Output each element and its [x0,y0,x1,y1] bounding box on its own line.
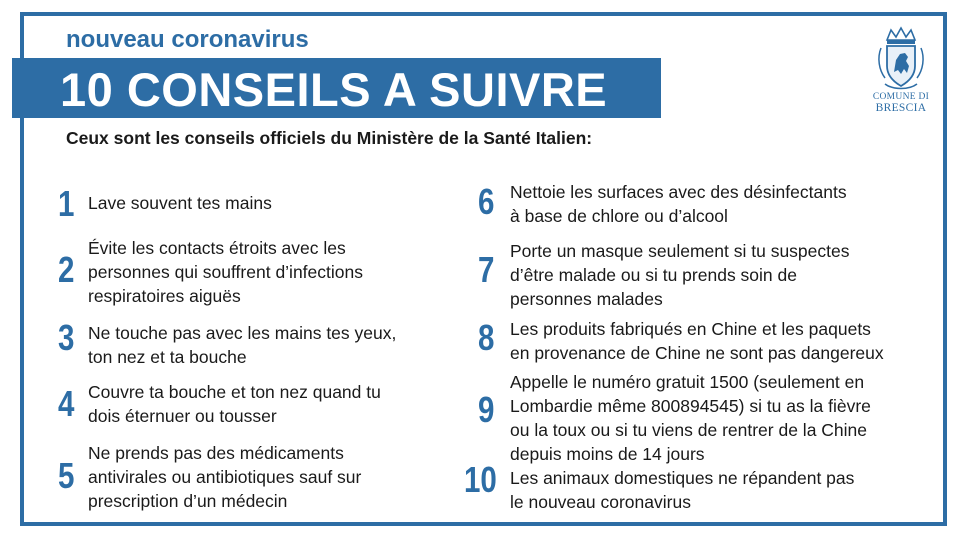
tip-text: Les animaux domestiques ne répandent pas [510,468,855,488]
tip-text: ton nez et ta bouche [88,347,247,367]
tip-text: dois éternuer ou tousser [88,406,277,426]
tip-text: Appelle le numéro gratuit 1500 (seulement en [510,372,865,392]
tip-number: 2 [58,249,75,290]
tip-text: Les produits fabriqués en Chine et les paquets [510,319,871,339]
tip-number: 8 [478,317,495,358]
tip-text: le nouveau coronavirus [510,492,691,512]
tip-text: Lombardie même 800894545) si tu as la fièvre [510,396,871,416]
tip-text: Couvre ta bouche et ton nez quand tu [88,382,381,402]
tip-number: 4 [58,383,75,424]
coat-of-arms-icon [877,26,925,92]
tip-number: 1 [58,183,75,224]
tip-text: antivirales ou antibiotiques sauf sur [88,467,362,487]
page-title: 10 CONSEILS A SUIVRE [60,63,608,116]
tip-text: depuis moins de 14 jours [510,444,705,464]
crest-label-line2: BRESCIA [875,102,927,114]
tip-text: respiratoires aiguës [88,286,241,306]
tip-text: prescription d’un médecin [88,491,288,511]
tip-text: en provenance de Chine ne sont pas dangereux [510,343,884,363]
tip-text: à base de chlore ou d’alcool [510,206,728,226]
tip-text: Ne prends pas des médicaments [88,443,344,463]
tip-number: 3 [58,317,75,358]
tip-text: personnes malades [510,289,663,309]
tip-text: Évite les contacts étroits avec les [88,238,346,258]
tip-text: Nettoie les surfaces avec des désinfectants [510,182,847,202]
tip-number: 7 [478,249,495,290]
intro-text: Ceux sont les conseils officiels du Ministère de la Santé Italien: [66,128,593,148]
tip-text: Lave souvent tes mains [88,193,272,213]
tip-number: 5 [58,455,75,496]
tip-text: ou la toux ou si tu viens de rentrer de la Chine [510,420,868,440]
tip-number: 9 [478,389,495,430]
tip-number: 6 [478,181,495,222]
tip-text: d’être malade ou si tu prends soin de [510,265,797,285]
tip-number: 10 [464,459,497,500]
brescia-crest [868,26,934,120]
tip-text: Porte un masque seulement si tu suspectes [510,241,850,261]
tip-text: Ne touche pas avec les mains tes yeux, [88,323,397,343]
tip-text: personnes qui souffrent d’infections [88,262,363,282]
crest-label-line1: COMUNE DI [872,92,930,102]
subtitle: nouveau coronavirus [66,26,309,53]
